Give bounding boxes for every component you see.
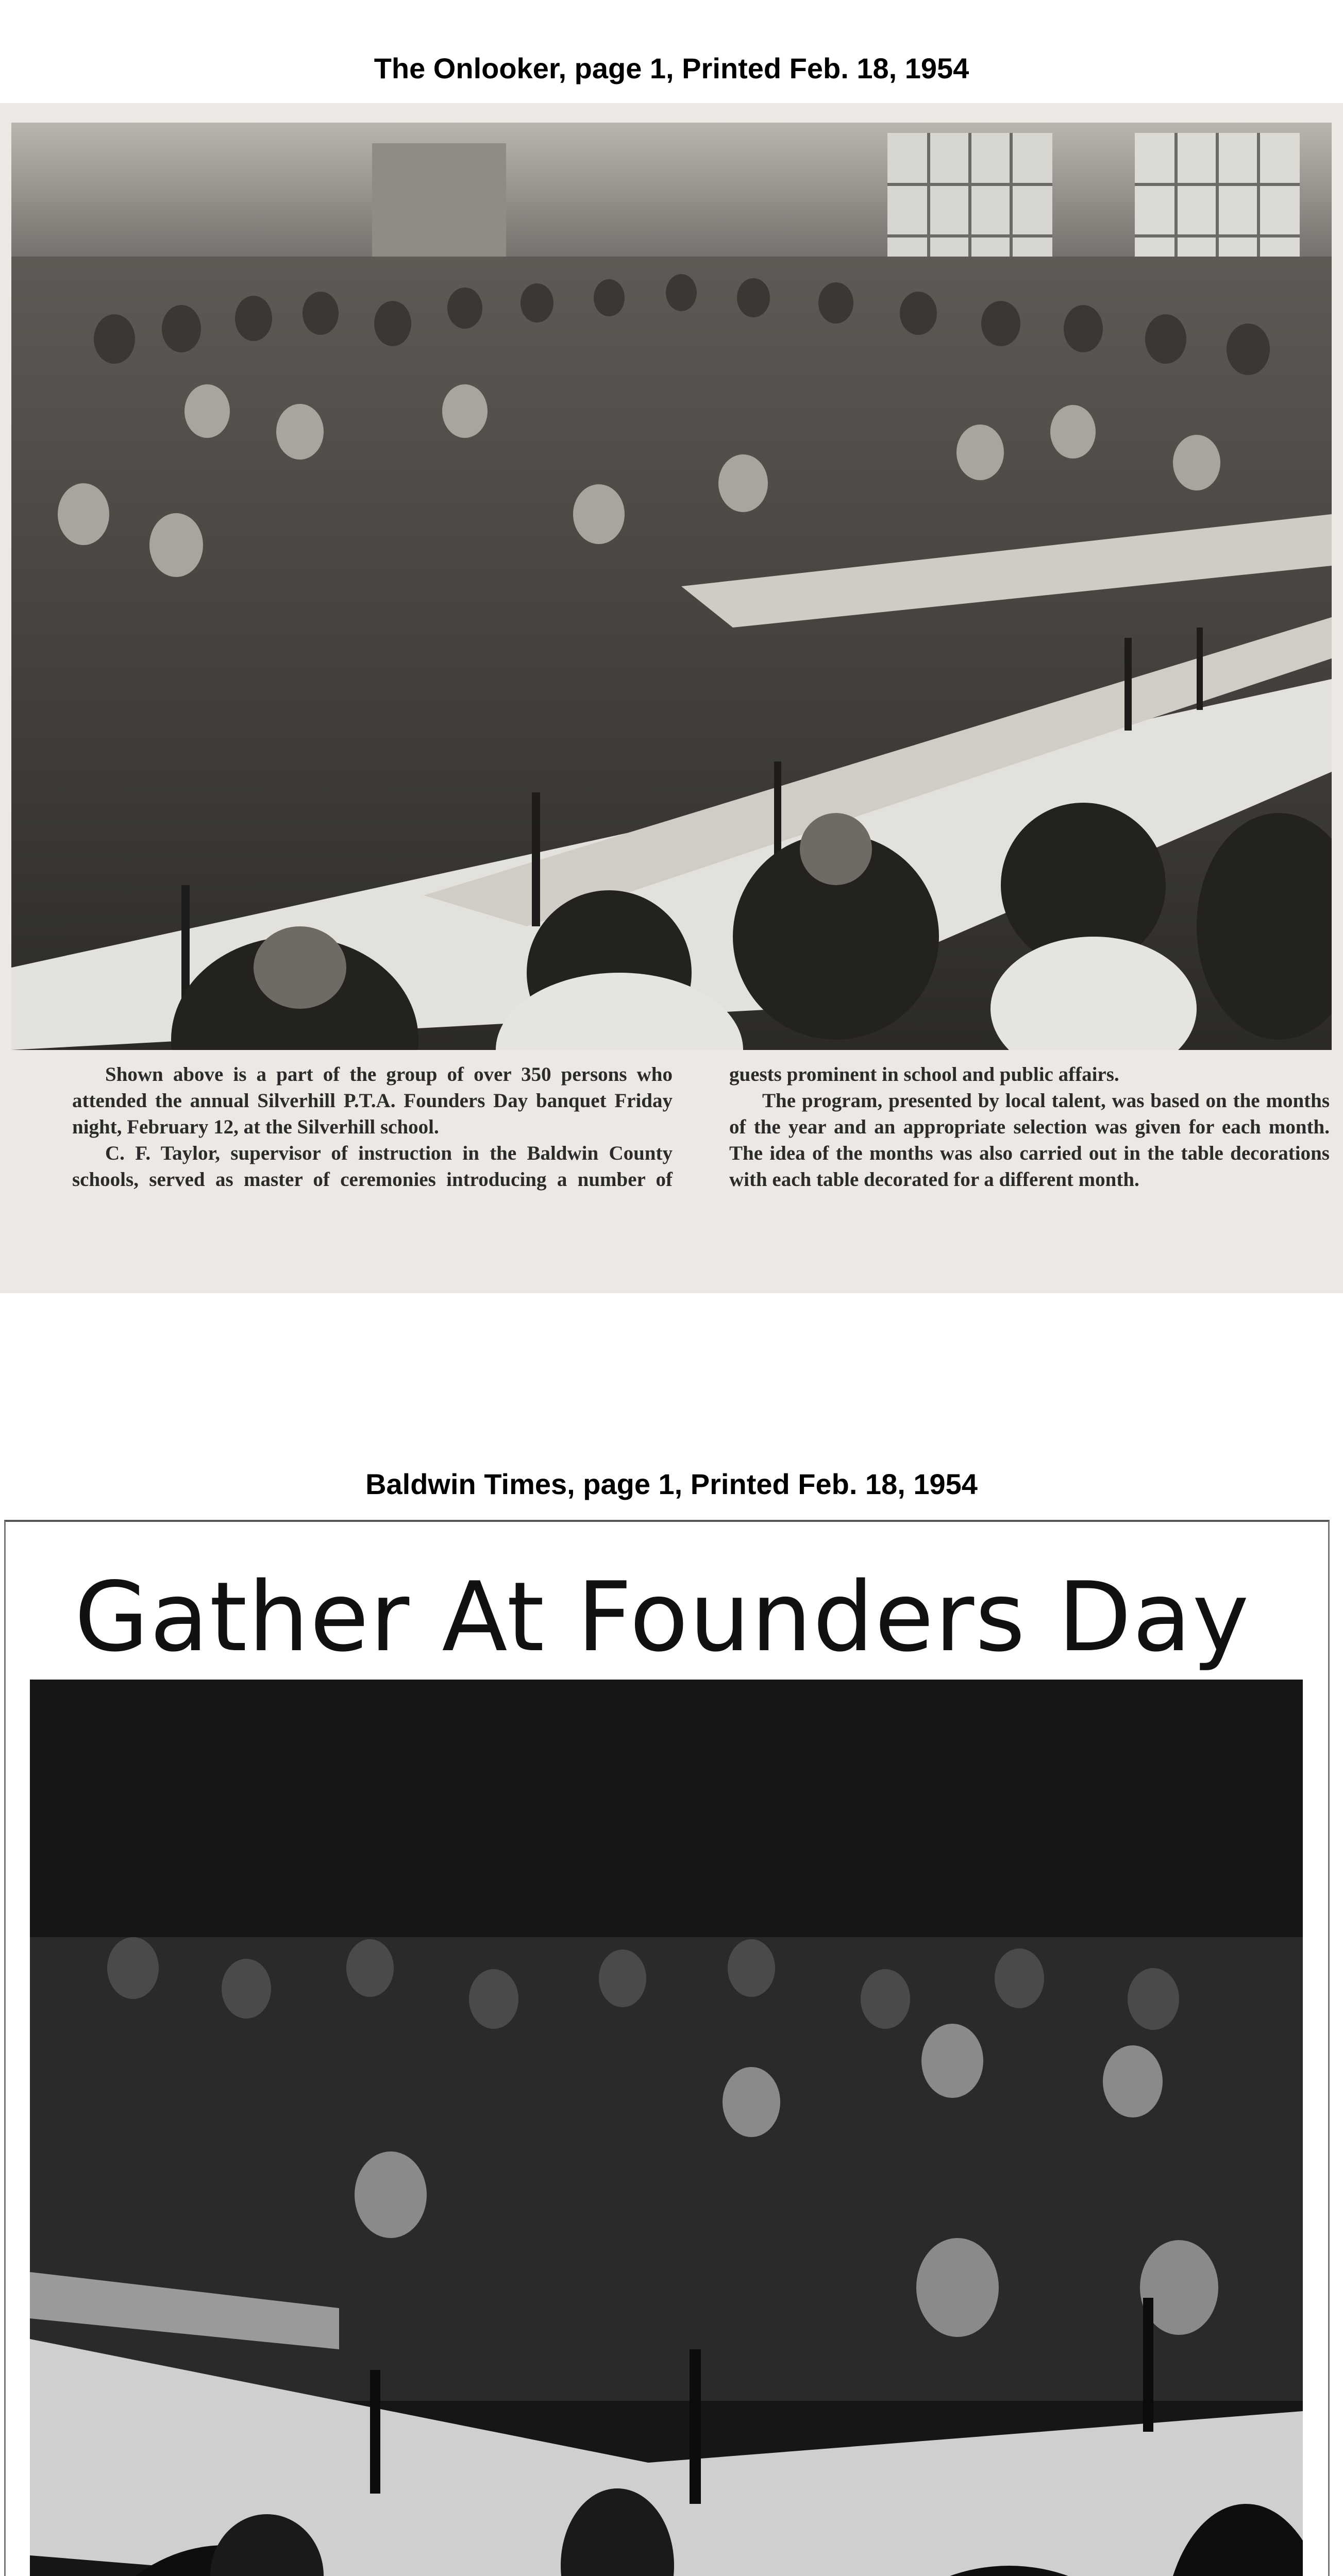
onlooker-clipping: [0, 103, 1343, 1293]
banquet-photo-onlooker: [11, 123, 1332, 1050]
clipping-1-header: The Onlooker, page 1, Printed Feb. 18, 1954: [374, 52, 969, 84]
onlooker-paragraph-2: C. F. Taylor, supervisor of instruction in the Baldwin County schools, served as master of ceremonies introducing a number of guests prominent in school and public affairs.: [72, 1063, 1119, 1191]
baldwin-times-clipping: [0, 1520, 1343, 2576]
onlooker-caption: [72, 1061, 1330, 1278]
headline: Gather At Founders Day: [74, 1561, 1250, 1673]
clipping-2-header: Baldwin Times, page 1, Printed Feb. 18, 1954: [365, 1468, 978, 1500]
onlooker-paragraph-1: Shown above is a part of the group of over 350 persons who attended the annual Silverhill P.T.A. Founders Day banquet Friday night, February 12, at the Silverhill school.: [72, 1063, 673, 1138]
banquet-photo-baldwin-times: [30, 1680, 1303, 2576]
onlooker-paragraph-3: The program, presented by local talent, was based on the months of the year and an appropriate selection was given for each month. The idea of the months was also carried out in the table decorations with each table decorated for a different month.: [729, 1090, 1330, 1191]
